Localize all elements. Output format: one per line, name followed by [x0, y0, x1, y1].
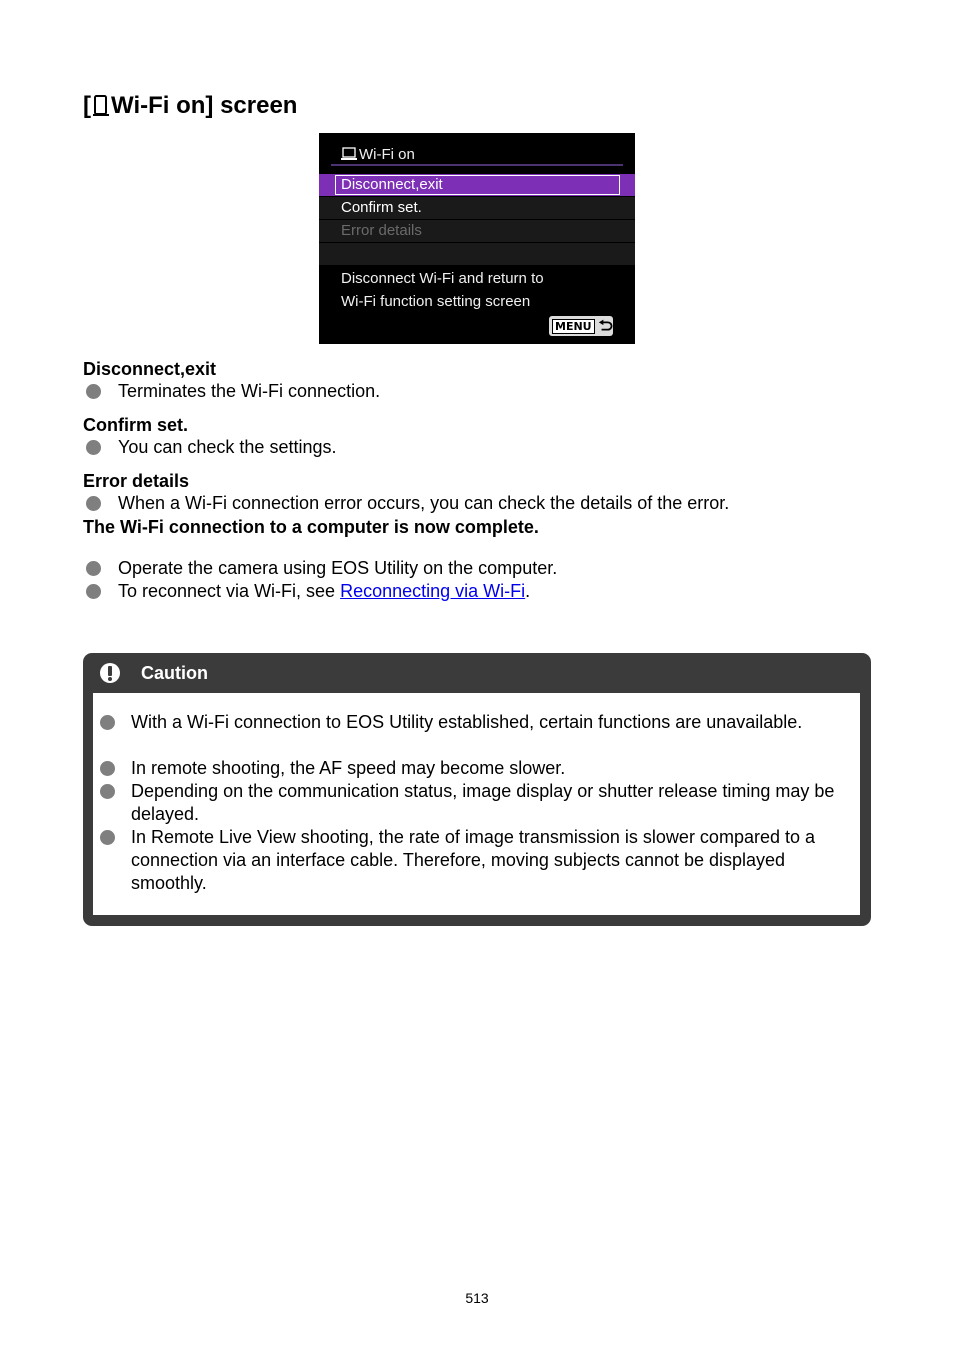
list-item: With a Wi-Fi connection to EOS Utility established, certain functions are unavailable. [100, 711, 840, 734]
menu-return-button[interactable] [549, 316, 613, 336]
caution-header [83, 653, 871, 693]
cam-menu-disconnect-exit[interactable]: Disconnect,exit [319, 174, 635, 196]
bullet-icon [86, 384, 101, 399]
reconnecting-link[interactable]: Reconnecting via Wi-Fi [340, 581, 526, 601]
section-heading-error-details: Error details [83, 471, 190, 491]
list-item: Terminates the Wi-Fi connection. [86, 380, 380, 403]
list-item: In remote shooting, the AF speed may become slower. [100, 757, 840, 780]
list-item: Operate the camera using EOS Utility on the computer. [86, 557, 557, 580]
bullet-icon [100, 761, 115, 776]
title-text: Wi-Fi on] screen [111, 92, 298, 119]
section-heading-disconnect-exit: Disconnect,exit [83, 359, 217, 379]
bullet-icon [86, 561, 101, 576]
cam-menu-empty-row [319, 243, 635, 265]
list-item: In Remote Live View shooting, the rate of image transmission is slower compared to a connection via an interface cable. Therefore, moving subjects cannot be displayed smoothly. [100, 826, 840, 895]
list-item: You can check the settings. [86, 436, 336, 459]
cam-menu-error-details: Error details [319, 220, 635, 242]
bullet-icon [86, 584, 101, 599]
bullet-icon [86, 496, 101, 511]
bullet-icon [86, 440, 101, 455]
list-item: To reconnect via Wi-Fi, see Reconnecting via Wi-Fi. [86, 580, 530, 603]
computer-icon [341, 147, 357, 161]
bullet-icon [100, 715, 115, 730]
camera-screen-image [319, 133, 635, 344]
bullet-icon [100, 784, 115, 799]
caution-box [83, 653, 871, 926]
caution-label: Caution [141, 663, 208, 683]
menu-label: MENU [552, 319, 595, 334]
page-number: 513 [465, 1290, 489, 1306]
completion-heading: The Wi-Fi connection to a computer is now complete. [83, 517, 539, 537]
caution-body [93, 693, 860, 915]
section-heading-confirm-set: Confirm set. [83, 415, 189, 435]
return-arrow-icon [597, 319, 613, 333]
camera-screen-description: Disconnect Wi-Fi and return to Wi-Fi function setting screen [341, 270, 544, 310]
list-item: Depending on the communication status, image display or shutter release timing may be delayed. [100, 780, 840, 826]
camera-screen-title-text: Wi-Fi on [359, 145, 415, 163]
page-title [83, 90, 297, 122]
title-underline [331, 164, 623, 166]
title-bracket: [ [83, 92, 91, 119]
camera-screen-title [341, 143, 415, 165]
caution-icon [99, 662, 121, 684]
list-item: When a Wi-Fi connection error occurs, you can check the details of the error. [86, 492, 729, 515]
smartphone-icon [92, 95, 110, 117]
bullet-icon [100, 830, 115, 845]
cam-menu-confirm-set[interactable]: Confirm set. [319, 197, 635, 219]
